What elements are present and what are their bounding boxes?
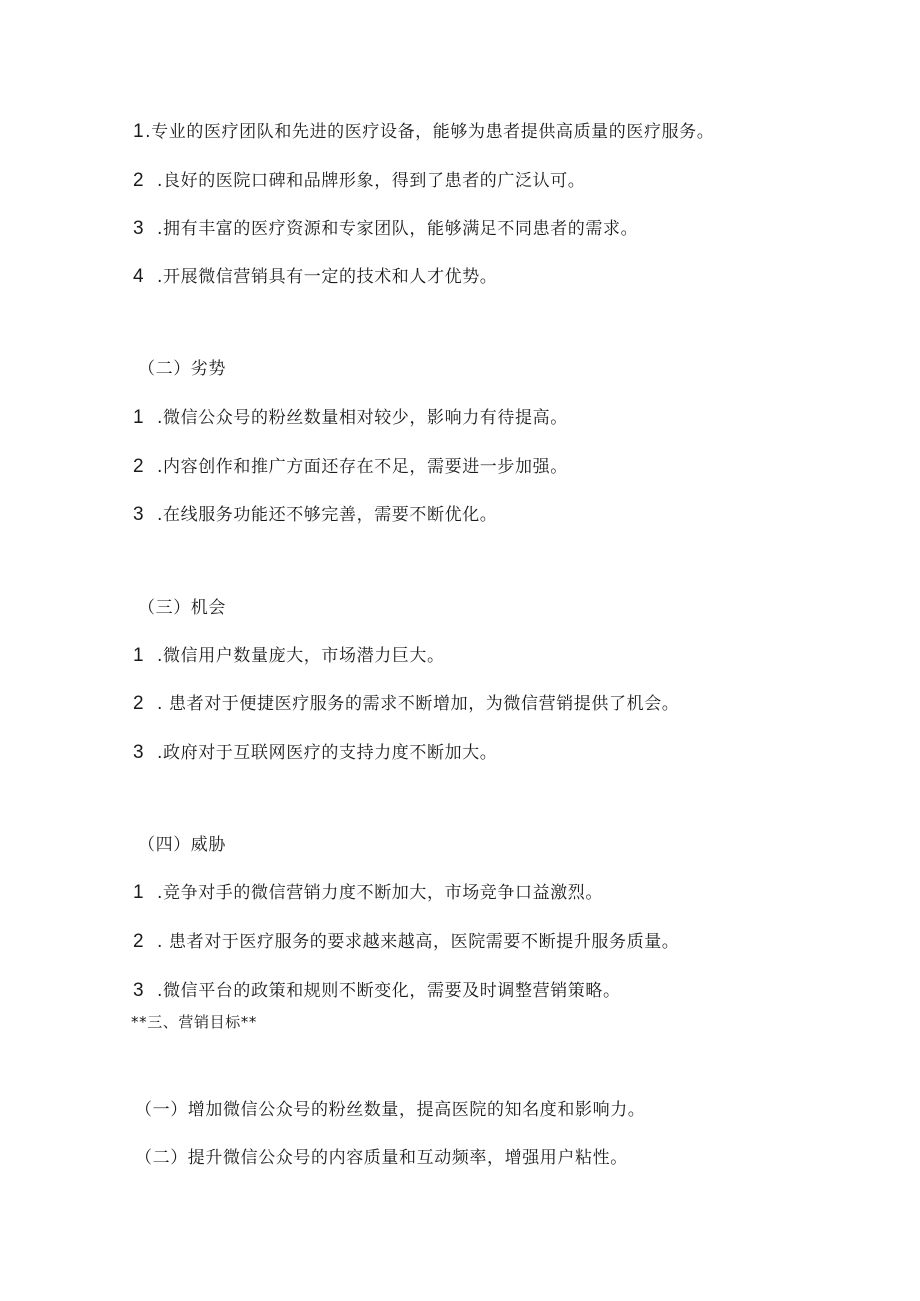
- weakness-item: [133, 406, 568, 430]
- weakness-item: [133, 503, 497, 527]
- section-heading-weaknesses: （二）劣势: [138, 359, 226, 379]
- opportunity-item: [133, 692, 679, 716]
- strength-item: [133, 265, 497, 289]
- opportunity-item-number: 2: [133, 693, 145, 714]
- goal-item: （一）增加微信公众号的粉丝数量，提高医院的知名度和影响力。: [135, 1100, 646, 1120]
- threat-item-number: 1: [133, 882, 145, 903]
- threat-item-number: 2: [133, 931, 145, 952]
- strength-item-text: .专业的医疗团队和先进的医疗设备，能够为患者提供高质量的医疗服务。: [145, 122, 715, 142]
- opportunity-item-number: 3: [133, 742, 145, 763]
- weakness-item-text: .内容创作和推广方面还存在不足，需要进一步加强。: [157, 457, 568, 477]
- strength-item: [133, 217, 638, 241]
- strength-item-number: 2: [133, 170, 145, 191]
- threat-item: [133, 930, 679, 954]
- weakness-item-text: .微信公众号的粉丝数量相对较少，影响力有待提高。: [157, 408, 568, 428]
- opportunity-item: [133, 644, 445, 668]
- threat-item-text: .微信平台的政策和规则不断变化，需要及时调整营销策略。: [157, 981, 621, 1001]
- strength-item-text: .良好的医院口碑和品牌形象，得到了患者的广泛认可。: [157, 171, 586, 191]
- strength-item-text: .拥有丰富的医疗资源和专家团队，能够满足不同患者的需求。: [157, 219, 639, 239]
- weakness-item-number: 1: [133, 407, 145, 428]
- strength-item-number: 4: [133, 266, 145, 287]
- section-heading-threats: （四）威胁: [138, 835, 226, 855]
- opportunity-item: [133, 741, 497, 765]
- threat-item-text: .竞争对手的微信营销力度不断加大，市场竞争口益激烈。: [157, 883, 604, 903]
- goal-item: （二）提升微信公众号的内容质量和互动频率，增强用户粘性。: [135, 1148, 628, 1168]
- threat-item-text: . 患者对于医疗服务的要求越来越高，医院需要不断提升服务质量。: [157, 932, 680, 952]
- section-heading-marketing-goals: **三、营销目标**: [131, 1013, 258, 1031]
- strength-item-number: 1: [133, 121, 145, 142]
- opportunity-item-text: . 患者对于便捷医疗服务的需求不断增加，为微信营销提供了机会。: [157, 694, 680, 714]
- strength-item-number: 3: [133, 218, 145, 239]
- weakness-item-number: 2: [133, 456, 145, 477]
- threat-item-number: 3: [133, 980, 145, 1001]
- section-heading-opportunities: （三）机会: [138, 598, 226, 618]
- opportunity-item-text: .微信用户数量庞大，市场潜力巨大。: [157, 646, 445, 666]
- strength-item: [133, 120, 714, 144]
- strength-item: [133, 169, 585, 193]
- weakness-item-text: .在线服务功能还不够完善，需要不断优化。: [157, 505, 498, 525]
- weakness-item: [133, 455, 568, 479]
- opportunity-item-number: 1: [133, 645, 145, 666]
- opportunity-item-text: .政府对于互联网医疗的支持力度不断加大。: [157, 743, 498, 763]
- weakness-item-number: 3: [133, 504, 145, 525]
- threat-item: [133, 881, 603, 905]
- threat-item: [133, 979, 621, 1003]
- strength-item-text: .开展微信营销具有一定的技术和人才优势。: [157, 267, 498, 287]
